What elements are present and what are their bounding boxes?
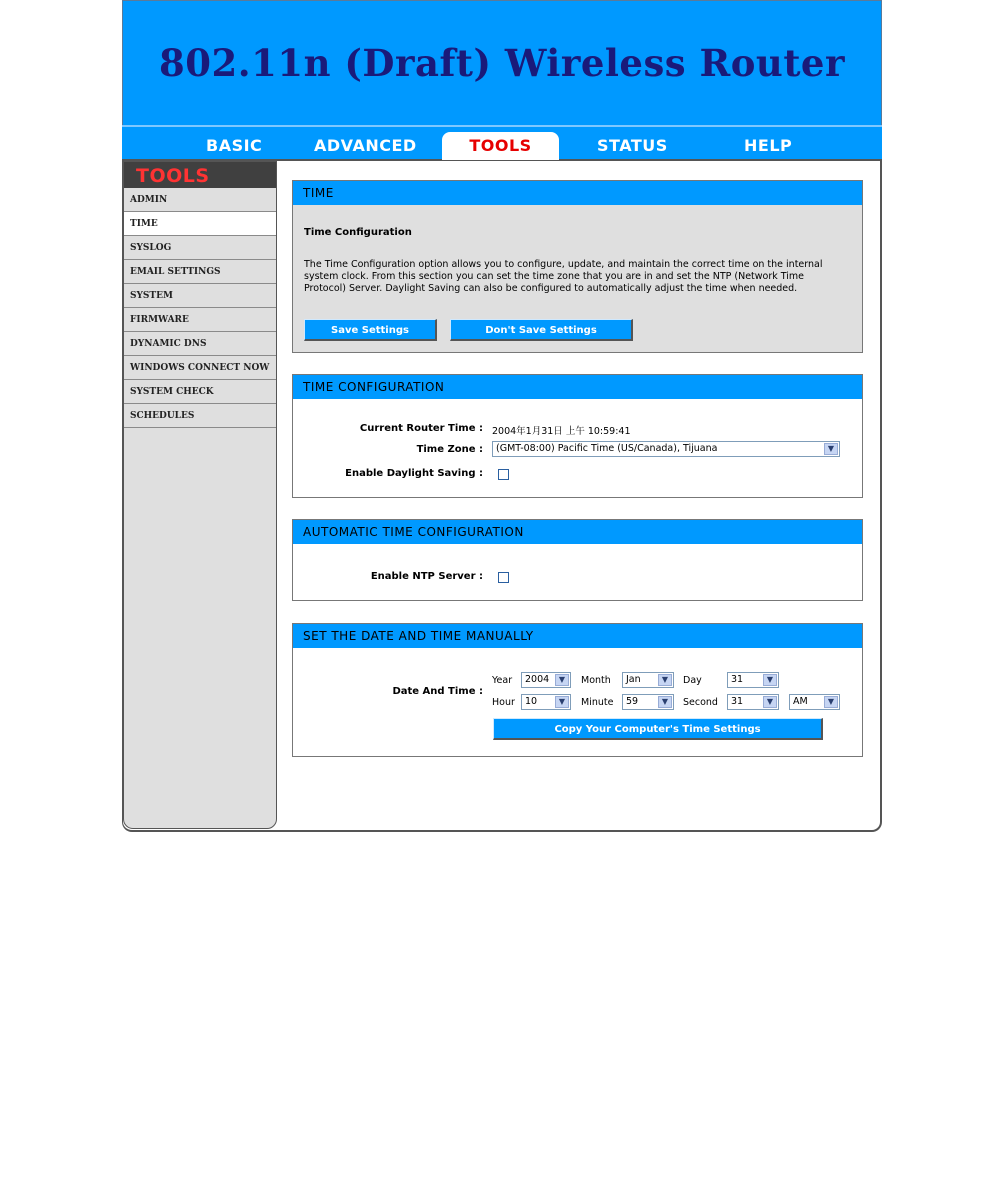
chevron-down-icon: ▼ [555, 696, 569, 708]
automatic-time-panel [292, 519, 863, 601]
save-settings-button[interactable]: Save Settings [304, 319, 437, 341]
tab-tools[interactable] [442, 132, 559, 160]
second-label: Second [683, 697, 718, 708]
sidebar-item-syslog[interactable]: SYSLOG [124, 236, 276, 260]
sidebar-item-firmware[interactable]: FIRMWARE [124, 308, 276, 332]
sidebar-item-dynamic-dns[interactable]: DYNAMIC DNS [124, 332, 276, 356]
time-panel-description: The Time Configuration option allows you to configure, update, and maintain the correct time on the internal system clock. From this section you can set the time zone that you are in and set the NTP (Network Time Protocol) Server. Daylight Saving can also be configured to automatically adjust the time when needed. [304, 259, 823, 294]
chevron-down-icon: ▼ [658, 674, 672, 686]
sidebar-title: TOOLS [124, 162, 276, 188]
time-configuration-heading: TIME CONFIGURATION [293, 375, 862, 399]
manual-date-time-heading: SET THE DATE AND TIME MANUALLY [293, 624, 862, 648]
second-value: 31 [731, 696, 744, 707]
day-label: Day [683, 675, 702, 686]
tab-tools-label: TOOLS [469, 136, 532, 155]
sidebar [123, 161, 277, 829]
automatic-time-heading: AUTOMATIC TIME CONFIGURATION [293, 520, 862, 544]
sidebar-item-system-check[interactable]: SYSTEM CHECK [124, 380, 276, 404]
ampm-select[interactable] [789, 694, 840, 710]
year-label: Year [492, 675, 513, 686]
chevron-down-icon: ▼ [555, 674, 569, 686]
chevron-down-icon: ▼ [824, 443, 838, 455]
time-panel-subtitle: Time Configuration [304, 227, 412, 238]
year-value: 2004 [525, 674, 550, 685]
header [122, 0, 882, 126]
year-select[interactable] [521, 672, 571, 688]
tab-basic[interactable]: BASIC [206, 136, 263, 155]
minute-label: Minute [581, 697, 614, 708]
day-select[interactable] [727, 672, 779, 688]
sidebar-item-admin[interactable]: ADMIN [124, 188, 276, 212]
daylight-saving-checkbox[interactable] [498, 469, 509, 480]
chevron-down-icon: ▼ [658, 696, 672, 708]
time-zone-select[interactable] [492, 441, 840, 457]
current-router-time-value: 2004年1月31日 上午 10:59:41 [492, 426, 631, 437]
daylight-saving-label: Enable Daylight Saving : [345, 468, 483, 479]
sidebar-item-windows-connect-now[interactable]: WINDOWS CONNECT NOW [124, 356, 276, 380]
sidebar-item-system[interactable]: SYSTEM [124, 284, 276, 308]
minute-select[interactable] [622, 694, 674, 710]
enable-ntp-checkbox[interactable] [498, 572, 509, 583]
second-select[interactable] [727, 694, 779, 710]
enable-ntp-label: Enable NTP Server : [370, 571, 483, 582]
manual-date-time-panel [292, 623, 863, 757]
sidebar-item-time[interactable]: TIME [124, 212, 276, 236]
ampm-value: AM [793, 696, 808, 707]
copy-computer-time-button[interactable]: Copy Your Computer's Time Settings [493, 718, 823, 740]
product-title: 802.11n (Draft) Wireless Router [159, 41, 845, 85]
time-configuration-panel [292, 374, 863, 498]
time-panel-heading: TIME [293, 181, 862, 205]
current-router-time-label: Current Router Time : [359, 423, 483, 434]
hour-select[interactable] [521, 694, 571, 710]
sidebar-item-schedules[interactable]: SCHEDULES [124, 404, 276, 428]
minute-value: 59 [626, 696, 639, 707]
chevron-down-icon: ▼ [763, 696, 777, 708]
tab-status[interactable]: STATUS [597, 136, 668, 155]
month-label: Month [581, 675, 611, 686]
time-zone-label: Time Zone : [416, 444, 483, 455]
hour-label: Hour [492, 697, 515, 708]
router-frame [122, 0, 883, 832]
chevron-down-icon: ▼ [824, 696, 838, 708]
time-panel [292, 180, 863, 353]
chevron-down-icon: ▼ [763, 674, 777, 686]
day-value: 31 [731, 674, 744, 685]
hour-value: 10 [525, 696, 538, 707]
time-zone-value: (GMT-08:00) Pacific Time (US/Canada), Tijuana [496, 443, 718, 454]
tab-advanced[interactable]: ADVANCED [314, 136, 417, 155]
main-nav [122, 125, 882, 161]
month-select[interactable] [622, 672, 674, 688]
dont-save-settings-button[interactable]: Don't Save Settings [450, 319, 633, 341]
sidebar-item-email-settings[interactable]: EMAIL SETTINGS [124, 260, 276, 284]
tab-help[interactable]: HELP [744, 136, 793, 155]
month-value: Jan [626, 674, 641, 685]
date-and-time-label: Date And Time : [392, 686, 483, 697]
